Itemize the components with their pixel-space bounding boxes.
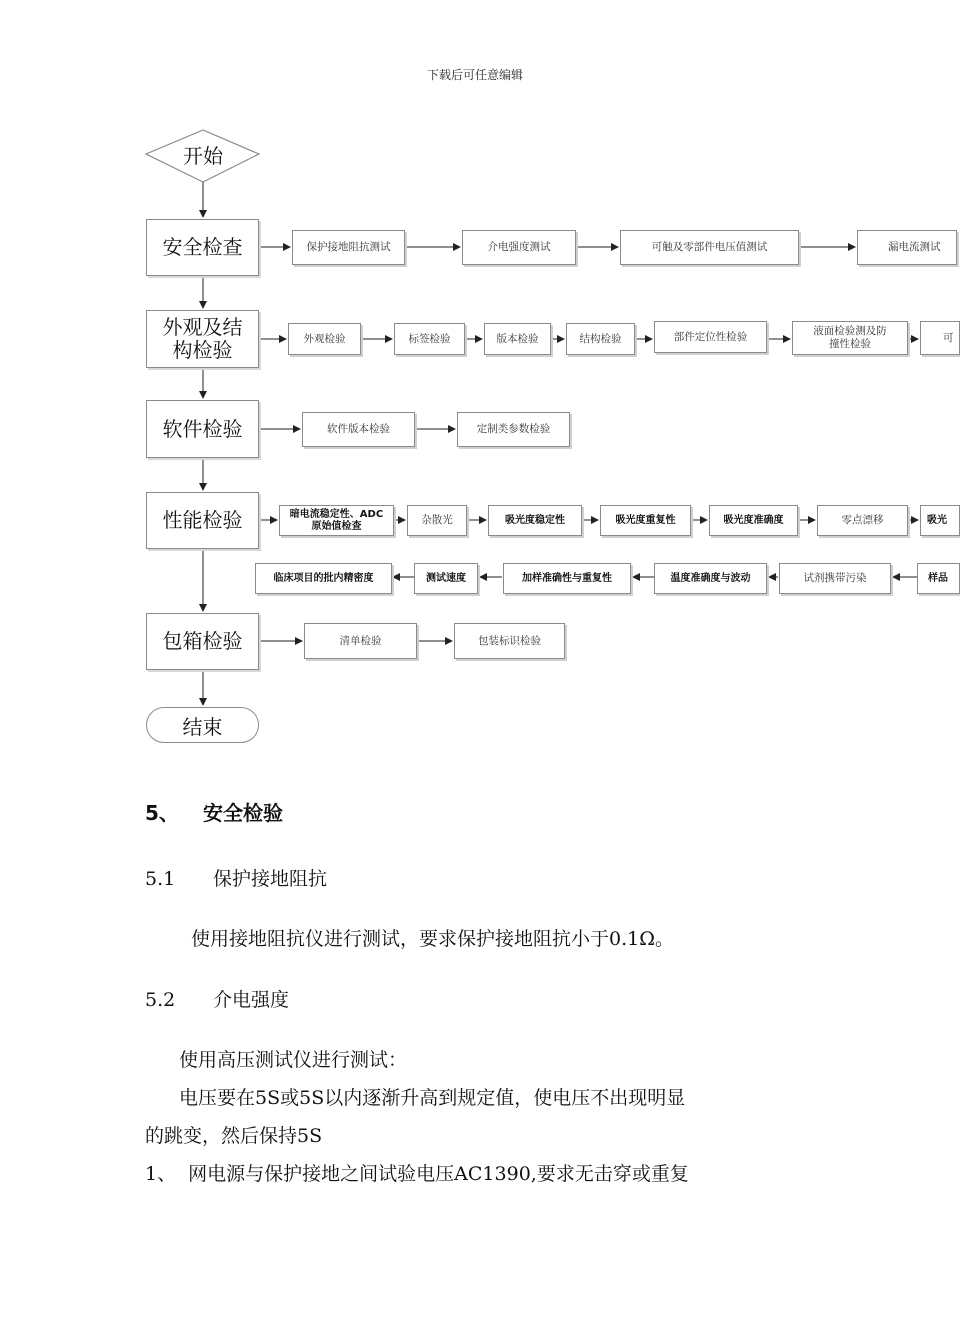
start-label: 开始 <box>183 143 223 168</box>
subsection-5-2-line-4: 1、 网电源与保护接地之间试验电压AC1390,要求无击穿或重复 <box>145 1163 689 1185</box>
section-number: 5、 <box>145 801 179 825</box>
step-performance-truncated-1: 吸光 <box>920 505 960 536</box>
step-dielectric-strength-test: 介电强度测试 <box>462 230 576 265</box>
step-part-positioning-inspection: 部件定位性检验 <box>654 321 767 353</box>
step-sampling-accuracy-repeatability: 加样准确性与重复性 <box>503 563 631 594</box>
subsection-5-2-number: 5.2 <box>145 989 176 1011</box>
step-packaging-label-inspection: 包装标识检验 <box>454 623 565 659</box>
step-appearance-truncated: 可 <box>920 321 960 355</box>
step-stray-light: 杂散光 <box>407 505 467 536</box>
section-title: 安全检验 <box>203 801 283 825</box>
subsection-5-1-number: 5.1 <box>145 868 176 890</box>
step-checklist-inspection: 清单检验 <box>304 623 417 659</box>
step-zero-drift: 零点漂移 <box>817 505 908 536</box>
step-leakage-current-test: 漏电流测试 <box>857 230 957 265</box>
step-absorbance-repeatability: 吸光度重复性 <box>600 505 691 536</box>
stage-appearance-structure: 外观及结构检验 <box>146 310 259 368</box>
step-performance-truncated-2: 样品 <box>917 563 960 594</box>
step-temperature-accuracy-fluctuation: 温度准确度与波动 <box>654 563 767 594</box>
step-appearance-inspection: 外观检验 <box>288 323 361 355</box>
step-absorbance-stability: 吸光度稳定性 <box>488 505 582 536</box>
subsection-5-1-title: 保护接地阻抗 <box>213 868 328 890</box>
subsection-5-1-text: 使用接地阻抗仪进行测试，要求保护接地阻抗小于0.1Ω。 <box>191 928 674 950</box>
step-structure-inspection: 结构检验 <box>566 323 635 355</box>
step-dark-current-adc-check: 暗电流稳定性、ADC原始值检查 <box>279 505 394 536</box>
section-heading <box>145 797 283 826</box>
stage-safety-check: 安全检查 <box>146 219 259 276</box>
subsection-5-2-line-3: 的跳变，然后保持5S <box>145 1125 323 1147</box>
flowchart <box>0 110 954 770</box>
step-label-inspection: 标签检验 <box>394 323 465 355</box>
stage-packing-check: 包箱检验 <box>146 613 259 670</box>
step-accessible-part-voltage-test: 可触及零部件电压值测试 <box>620 230 799 265</box>
subsection-5-2-heading <box>145 985 289 1012</box>
subsection-5-2-line-1: 使用高压测试仪进行测试： <box>179 1049 408 1071</box>
step-test-speed: 测试速度 <box>414 563 478 594</box>
step-reagent-carryover: 试剂携带污染 <box>779 563 891 594</box>
end-terminal: 结束 <box>146 707 259 743</box>
step-ground-impedance-test: 保护接地阻抗测试 <box>292 230 405 265</box>
step-custom-parameter-inspection: 定制类参数检验 <box>457 412 570 447</box>
subsection-5-2-title: 介电强度 <box>213 989 290 1011</box>
stage-performance-check: 性能检验 <box>146 492 259 549</box>
step-clinical-within-run-precision: 临床项目的批内精密度 <box>255 563 392 594</box>
step-absorbance-accuracy: 吸光度准确度 <box>709 505 798 536</box>
subsection-5-1-heading <box>145 864 327 891</box>
step-liquid-level-collision-inspection: 液面检验测及防撞性检验 <box>792 321 908 355</box>
subsection-5-2-line-2: 电压要在5S或5S以内逐渐升高到规定值，使电压不出现明显 <box>179 1087 686 1109</box>
step-version-inspection: 版本检验 <box>484 323 551 355</box>
header-note: 下载后可任意编辑 <box>426 68 523 82</box>
stage-software-check: 软件检验 <box>146 400 259 458</box>
step-software-version-inspection: 软件版本检验 <box>302 412 415 447</box>
